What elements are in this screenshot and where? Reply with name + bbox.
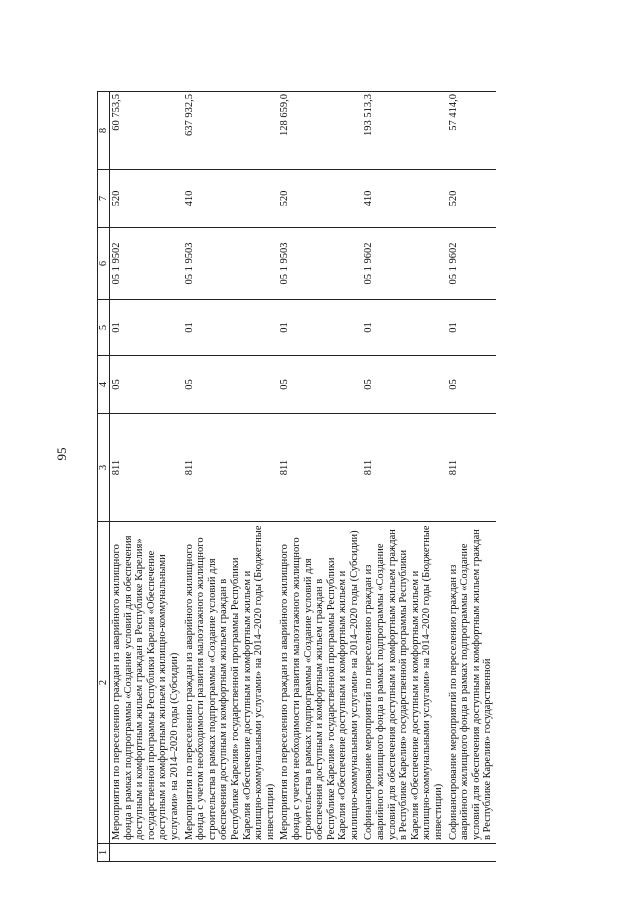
column-header-8: 8 — [98, 92, 110, 170]
target-article-cell: 05 1 9503 — [278, 228, 362, 300]
expense-type-cell: 520 — [278, 170, 362, 228]
expense-type-cell: 410 — [362, 170, 446, 228]
target-article-cell: 05 1 9602 — [447, 228, 496, 300]
section-cell: 05 — [183, 356, 279, 414]
column-header-1: 1 — [98, 844, 110, 862]
column-header-7: 7 — [98, 170, 110, 228]
target-article-cell: 05 1 9502 — [110, 228, 183, 300]
table-row — [447, 92, 496, 862]
code-cell: 811 — [362, 414, 446, 522]
amount-cell: 637 932,5 — [183, 92, 279, 170]
subsection-cell: 01 — [278, 300, 362, 356]
section-cell: 05 — [110, 356, 183, 414]
page-number: 95 — [54, 447, 69, 461]
table-row — [183, 92, 279, 862]
description-cell: Мероприятия по переселению граждан из аварийного жилищного фонда с учетом необходимости развития малоэтажного жилищного строительства в рамках подпрограммы «Создание условий для обеспечения доступным и комфортным жильем граждан в Республике Карелия» государственной программы Республики Карелия «Обеспечение доступным и комфортным жильем и жилищно-коммунальными услугами» на 2014–2020 годы (Бюджетные инвестиции) — [183, 522, 279, 844]
code-cell: 811 — [183, 414, 279, 522]
description-cell: Софинансирование мероприятий по переселению граждан из аварийного жилищного фонда в рамках подпрограммы «Создание условий для обеспечения доступным и комфортным жильем граждан в Республике Карелия» государственной — [447, 522, 496, 844]
subsection-cell: 01 — [362, 300, 446, 356]
description-cell: Софинансирование мероприятий по переселению граждан из аварийного жилищного фонда в рамках подпрограммы «Создание условий для обеспечения доступным и комфортным жильем граждан в Республике Карелия» государственной программы Республики Карелия «Обеспечение доступным и комфортным жильем и жилищно-коммунальными услугами» на 2014–2020 годы (Бюджетные инвестиции) — [362, 522, 446, 844]
expense-type-cell: 410 — [183, 170, 279, 228]
row-number-cell — [183, 844, 279, 862]
row-number-cell — [362, 844, 446, 862]
table-row — [278, 92, 362, 862]
subsection-cell: 01 — [447, 300, 496, 356]
rotated-page-content — [97, 92, 627, 862]
row-number-cell — [278, 844, 362, 862]
column-header-2: 2 — [98, 522, 110, 844]
row-number-cell — [110, 844, 183, 862]
row-number-cell — [447, 844, 496, 862]
subsection-cell: 01 — [183, 300, 279, 356]
subsection-cell: 01 — [110, 300, 183, 356]
expense-type-cell: 520 — [447, 170, 496, 228]
amount-cell: 128 659,0 — [278, 92, 362, 170]
description-cell: Мероприятия по переселению граждан из аварийного жилищного фонда в рамках подпрограммы «Создание условий для обеспечения доступным и комфортным жильем граждан в Республике Карелия» государственной программы Республики Карелия «Обеспечение доступным и комфортным жильем и жилищно-коммунальными услугами» на 2014–2020 годы (Субсидии) — [110, 522, 183, 844]
target-article-cell: 05 1 9503 — [183, 228, 279, 300]
section-cell: 05 — [447, 356, 496, 414]
code-cell: 811 — [278, 414, 362, 522]
description-cell: Мероприятия по переселению граждан из аварийного жилищного фонда с учетом необходимости развития малоэтажного жилищного строительства в рамках подпрограммы «Создание условий для обеспечения доступным и комфортным жильем граждан в Республике Карелия» государственной программы Республики Карелия «Обеспечение доступным и комфортным жильем и жилищно-коммунальными услугами» на 2014–2020 годы (Субсидии) — [278, 522, 362, 844]
header-row — [98, 92, 110, 862]
column-header-3: 3 — [98, 414, 110, 522]
target-article-cell: 05 1 9602 — [362, 228, 446, 300]
expense-type-cell: 520 — [110, 170, 183, 228]
column-header-4: 4 — [98, 356, 110, 414]
table-row — [362, 92, 446, 862]
column-header-6: 6 — [98, 228, 110, 300]
code-cell: 811 — [447, 414, 496, 522]
table-row — [110, 92, 183, 862]
amount-cell: 60 753,5 — [110, 92, 183, 170]
code-cell: 811 — [110, 414, 183, 522]
amount-cell: 57 414,0 — [447, 92, 496, 170]
column-header-5: 5 — [98, 300, 110, 356]
section-cell: 05 — [362, 356, 446, 414]
section-cell: 05 — [278, 356, 362, 414]
amount-cell: 193 513,3 — [362, 92, 446, 170]
budget-table — [97, 91, 496, 862]
